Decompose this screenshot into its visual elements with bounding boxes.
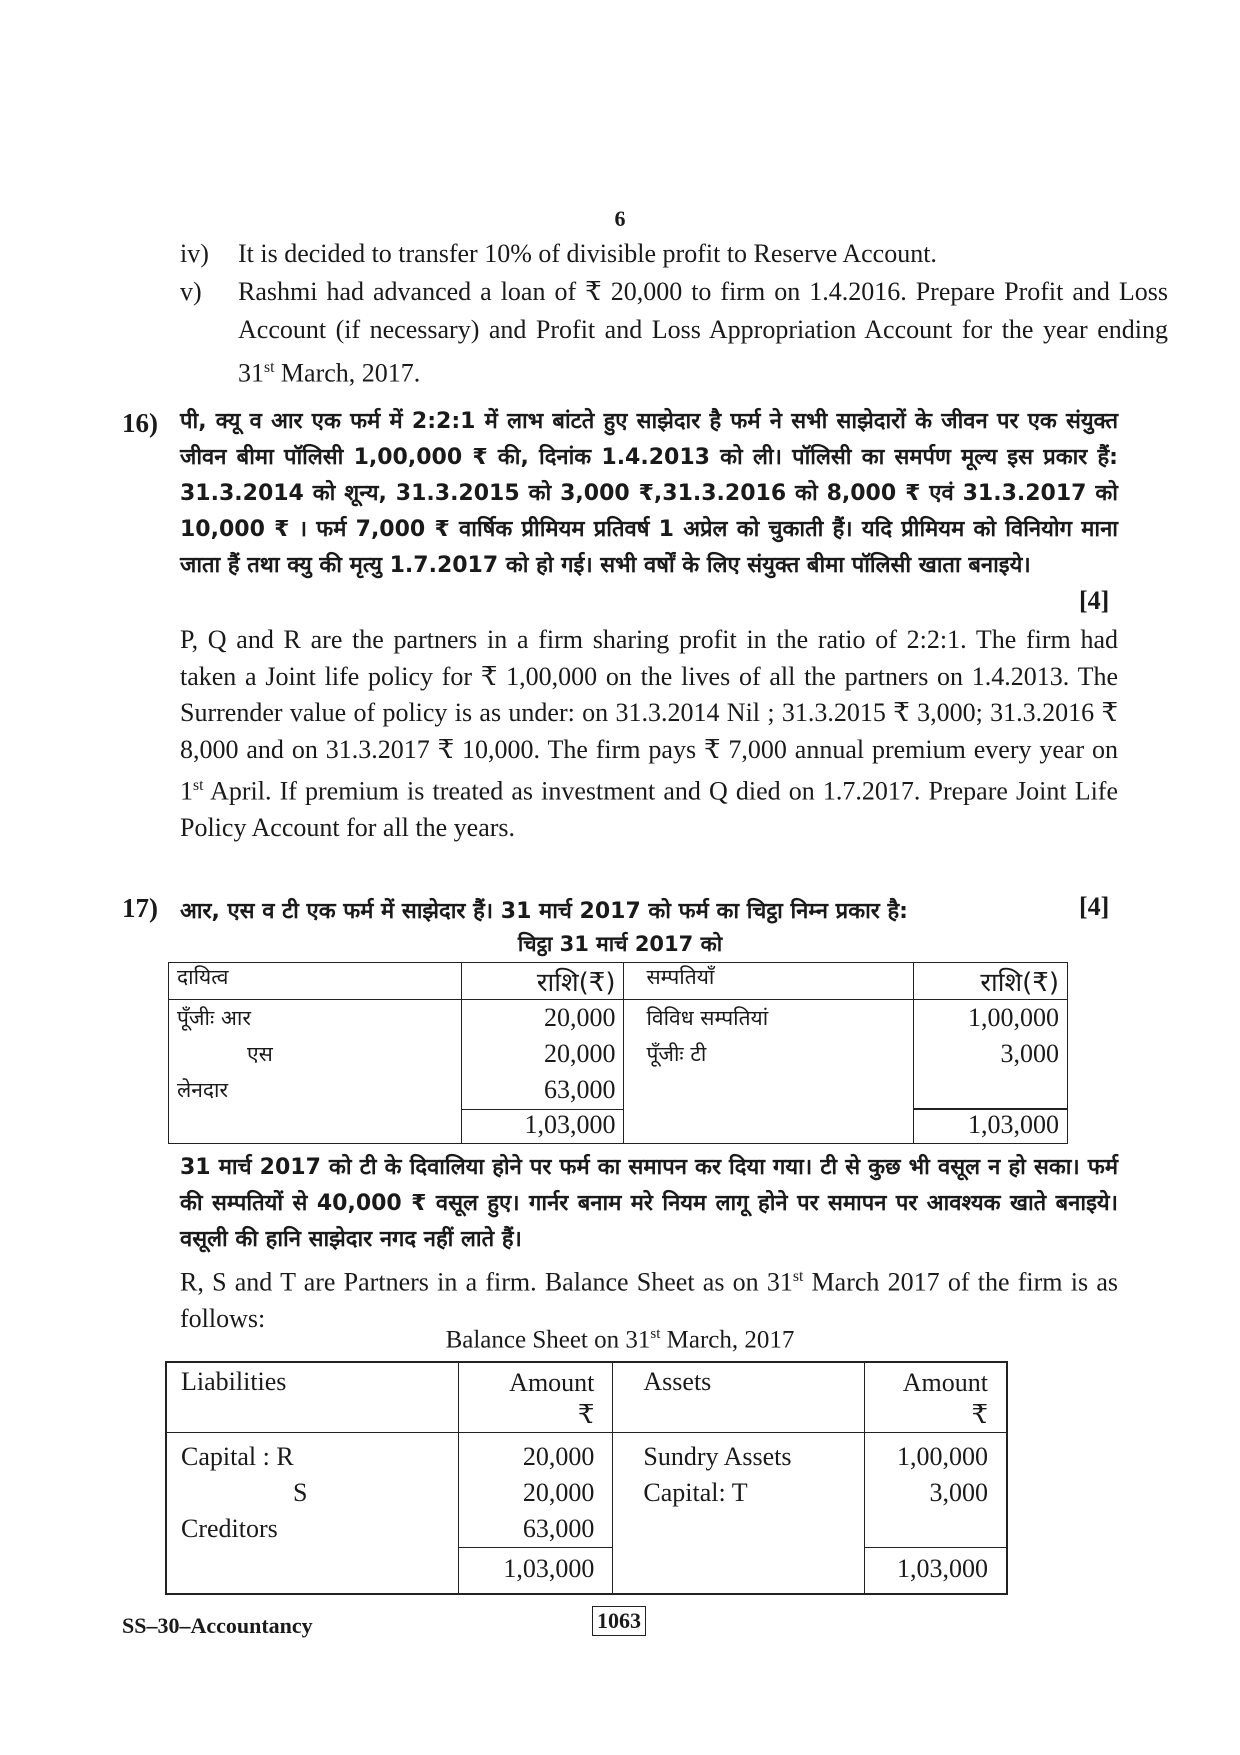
asset-amount: 3,000 <box>1000 1039 1059 1068</box>
header-assets: Assets <box>613 1362 864 1432</box>
header-liabilities: Liabilities <box>166 1362 458 1432</box>
liability-amount: 20,000 <box>543 1003 616 1032</box>
liability-amount: 63,000 <box>543 1075 616 1104</box>
asset-amount: 3,000 <box>929 1477 988 1507</box>
q17-hindi-intro: आर, एस व टी एक फर्म में साझेदार हैं। 31 मार्च 2017 को फर्म का चिट्ठा निम्न प्रकार है: <box>180 899 908 924</box>
q17-hindi-body: 31 मार्च 2017 को टी के दिवालिया होने पर फर्म का समापन कर दिया गया। टी से कुछ भी वसूल न हो सका। फर्म की सम्पतियों से 40,000 ₹ वसूल हुए। गार्नर बनाम मरे नियम लागू होने पर समापन पर आवश्यक खाते बनाइये। वसूली की हानि साझेदार नगद नहीं लाते हैं। <box>180 1155 1118 1252</box>
hindi-balance-sheet <box>168 962 1068 1144</box>
currency-symbol: ₹ <box>577 1400 595 1429</box>
english-balance-sheet <box>165 1361 1008 1595</box>
asset-label: विविध सम्पतियां <box>646 1006 769 1030</box>
amount-label: Amount <box>509 1368 595 1397</box>
total-liabilities: 1,03,000 <box>461 1110 624 1144</box>
footer-page-number: 1063 <box>592 1606 646 1636</box>
header-amount <box>458 1362 613 1432</box>
item-marker: v) <box>180 277 202 306</box>
liability-label: S <box>293 1477 308 1507</box>
q15-item-v <box>180 273 1168 393</box>
table-total-row <box>169 1110 1068 1144</box>
total-assets: 1,03,000 <box>914 1110 1068 1144</box>
table-header-row <box>166 1362 1007 1432</box>
q17-marks: [4] <box>1079 892 1110 921</box>
header-liabilities: दायित्व <box>169 963 462 1000</box>
question-number-16: 16) <box>122 408 158 438</box>
liability-label: Creditors <box>181 1513 278 1543</box>
table-total-row <box>166 1548 1007 1594</box>
q16-marks: [4] <box>1079 586 1110 615</box>
asset-amount: 1,00,000 <box>897 1441 988 1471</box>
liability-label: एस <box>247 1042 273 1066</box>
total-liabilities: 1,03,000 <box>458 1548 613 1594</box>
liability-amount: 63,000 <box>522 1513 595 1543</box>
q16-hindi-text: पी, क्यू व आर एक फर्म में 2:2:1 में लाभ बांटते हुए साझेदार है फर्म ने सभी साझेदारों के जीवन पर एक संयुक्त जीवन बीमा पॉलिसी 1,00,000 ₹ की, दिनांक 1.4.2013 को ली। पॉलिसी का समर्पण मूल्य इस प्रकार हैं: 31.3.2014 को शून्य, 31.3.2015 को 3,000 ₹,31.3.2016 को 8,000 ₹ एवं 31.3.2017 को 10,000 ₹ । फर्म 7,000 ₹ वार्षिक प्रीमियम प्रतिवर्ष 1 अप्रेल को चुकाती हैं। यदि प्रीमियम को विनियोग माना जाता हैं तथा क्यु की मृत्यु 1.7.2017 को हो गई। सभी वर्षों के लिए संयुक्त बीमा पॉलिसी खाता बनाइये। <box>180 409 1118 578</box>
footer-subject-code: SS–30–Accountancy <box>122 1613 313 1638</box>
liability-label: Capital : R <box>181 1441 294 1471</box>
table-body-row <box>166 1432 1007 1548</box>
liability-amount: 20,000 <box>522 1477 595 1507</box>
header-amount: राशि(₹) <box>461 963 624 1000</box>
liability-amount: 20,000 <box>522 1441 595 1471</box>
asset-amount: 1,00,000 <box>968 1003 1059 1032</box>
currency-symbol: ₹ <box>971 1400 988 1429</box>
item-text: It is decided to transfer 10% of divisible profit to Reserve Account. <box>238 239 937 268</box>
asset-label: Capital: T <box>643 1477 748 1507</box>
liability-label: लेनदार <box>177 1078 229 1102</box>
table-header-row <box>169 963 1068 1000</box>
header-amount: राशि(₹) <box>914 963 1068 1000</box>
page-number: 6 <box>614 206 626 231</box>
asset-label: Sundry Assets <box>643 1441 792 1471</box>
asset-label: पूँजीः टी <box>646 1042 707 1066</box>
header-amount <box>864 1362 1007 1432</box>
liability-label: पूँजीः आर <box>177 1006 251 1030</box>
table-body-row <box>169 1000 1068 1110</box>
item-marker: iv) <box>180 239 209 268</box>
q17-english-intro: R, S and T are Partners in a firm. Balance Sheet as on 31st March 2017 of the firm is as follows: <box>180 1267 1118 1334</box>
q16-english-text: P, Q and R are the partners in a firm sharing profit in the ratio of 2:2:1. The firm had taken a Joint life policy for ₹ 1,00,000 on the lives of all the partners on 1.4.2013. The Surrender value of policy is as under: on 31.3.2014 Nil ; 31.3.2015 ₹ 3,000; 31.3.2016 ₹ 8,000 and on 31.3.2017 ₹ 10,000. The firm pays ₹ 7,000 annual premium every year on 1st April. If premium is treated as investment and Q died on 1.7.2017. Prepare Joint Life Policy Account for all the years. <box>180 625 1118 843</box>
item-text: Rashmi had advanced a loan of ₹ 20,000 to firm on 1.4.2016. Prepare Profit and Loss Account (if necessary) and Profit and Loss Appropriation Account for the year ending 31st March, 2017. <box>238 277 1168 388</box>
header-assets: सम्पतियाँ <box>624 963 914 1000</box>
amount-label: Amount <box>902 1368 988 1397</box>
question-number-17: 17) <box>122 893 158 923</box>
q15-item-iv <box>180 235 1168 273</box>
total-assets: 1,03,000 <box>897 1553 988 1583</box>
hindi-table-caption: चिट्ठा 31 मार्च 2017 को <box>517 932 723 956</box>
english-table-caption: Balance Sheet on 31st March, 2017 <box>445 1326 795 1354</box>
liability-amount: 20,000 <box>543 1039 616 1068</box>
